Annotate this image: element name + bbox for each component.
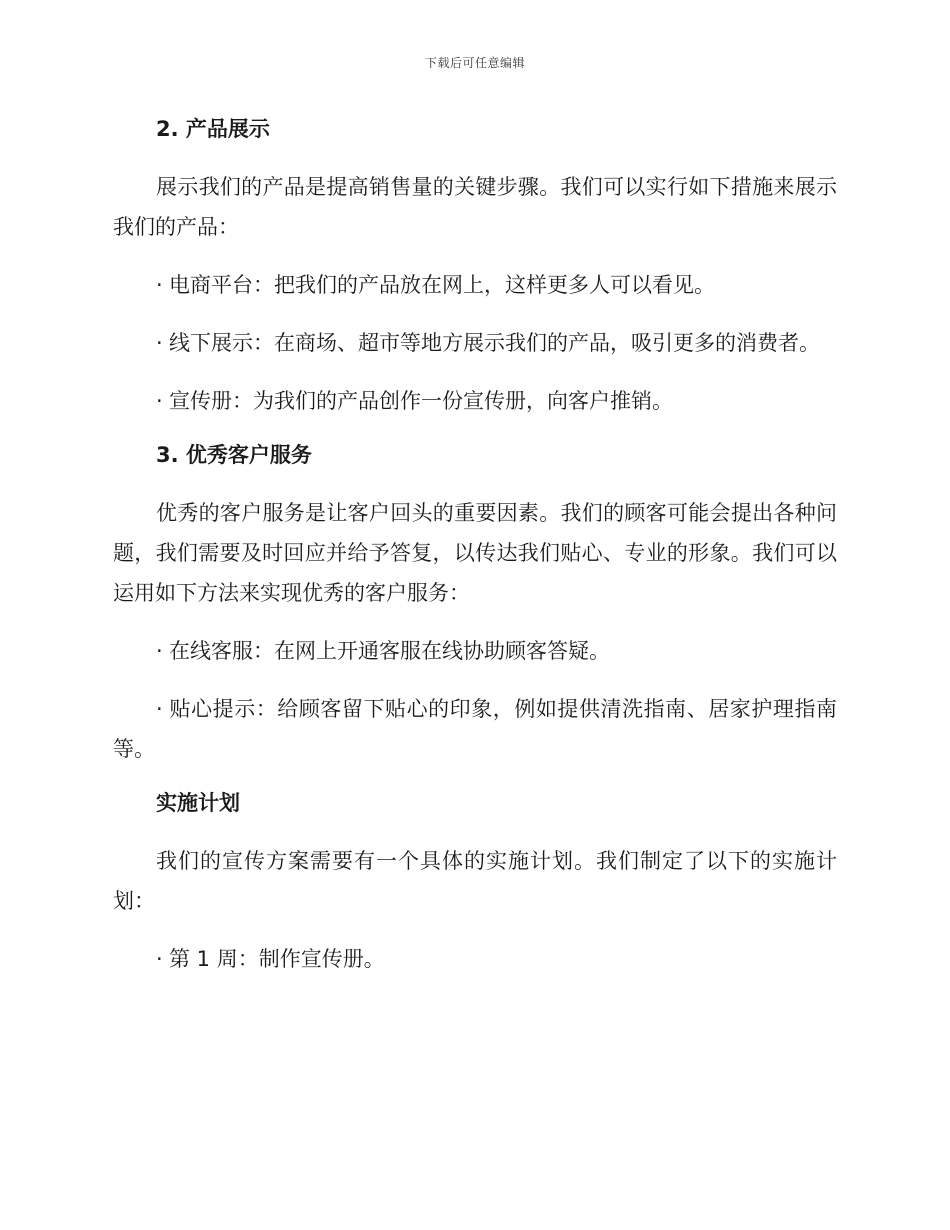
bullet-symbol: · [156, 389, 163, 413]
page-header-note: 下载后可任意编辑 [424, 56, 525, 70]
bullet-text: 电商平台：把我们的产品放在网上，这样更多人可以看见。 [169, 273, 715, 297]
bullet-text: 第 1 周：制作宣传册。 [169, 947, 385, 971]
section-heading-implementation-plan: 实施计划 [156, 791, 240, 815]
bullet-text: 宣传册：为我们的产品创作一份宣传册，向客户推销。 [169, 389, 673, 413]
bullet-text: 线下展示：在商场、超市等地方展示我们的产品，吸引更多的消费者。 [169, 331, 820, 355]
bullet-item [113, 689, 837, 769]
bullet-item [113, 631, 837, 671]
bullet-text: 贴心提示：给顾客留下贴心的印象，例如提供清洗指南、居家护理指南等。 [113, 697, 837, 761]
bullet-symbol: · [156, 331, 163, 355]
bullet-text: 在线客服：在网上开通客服在线协助顾客答疑。 [169, 639, 610, 663]
bullet-item [113, 939, 837, 979]
bullet-item [113, 323, 837, 363]
bullet-item [113, 381, 837, 421]
section-intro-product-display: 展示我们的产品是提高销售量的关键步骤。我们可以实行如下措施来展示我们的产品： [113, 175, 837, 239]
bullet-symbol: · [156, 273, 163, 297]
bullet-symbol: · [156, 639, 163, 663]
bullet-symbol: · [156, 947, 163, 971]
section-intro-customer-service: 优秀的客户服务是让客户回头的重要因素。我们的顾客可能会提出各种问题，我们需要及时回应并给予答复，以传达我们贴心、专业的形象。我们可以运用如下方法来实现优秀的客户服务： [113, 501, 837, 605]
document-body [113, 113, 837, 979]
bullet-symbol: · [156, 697, 163, 721]
section-heading-customer-service: 3. 优秀客户服务 [156, 443, 312, 467]
section-intro-implementation-plan: 我们的宣传方案需要有一个具体的实施计划。我们制定了以下的实施计划： [113, 849, 837, 913]
bullet-item [113, 265, 837, 305]
section-heading-product-display: 2. 产品展示 [156, 117, 270, 141]
